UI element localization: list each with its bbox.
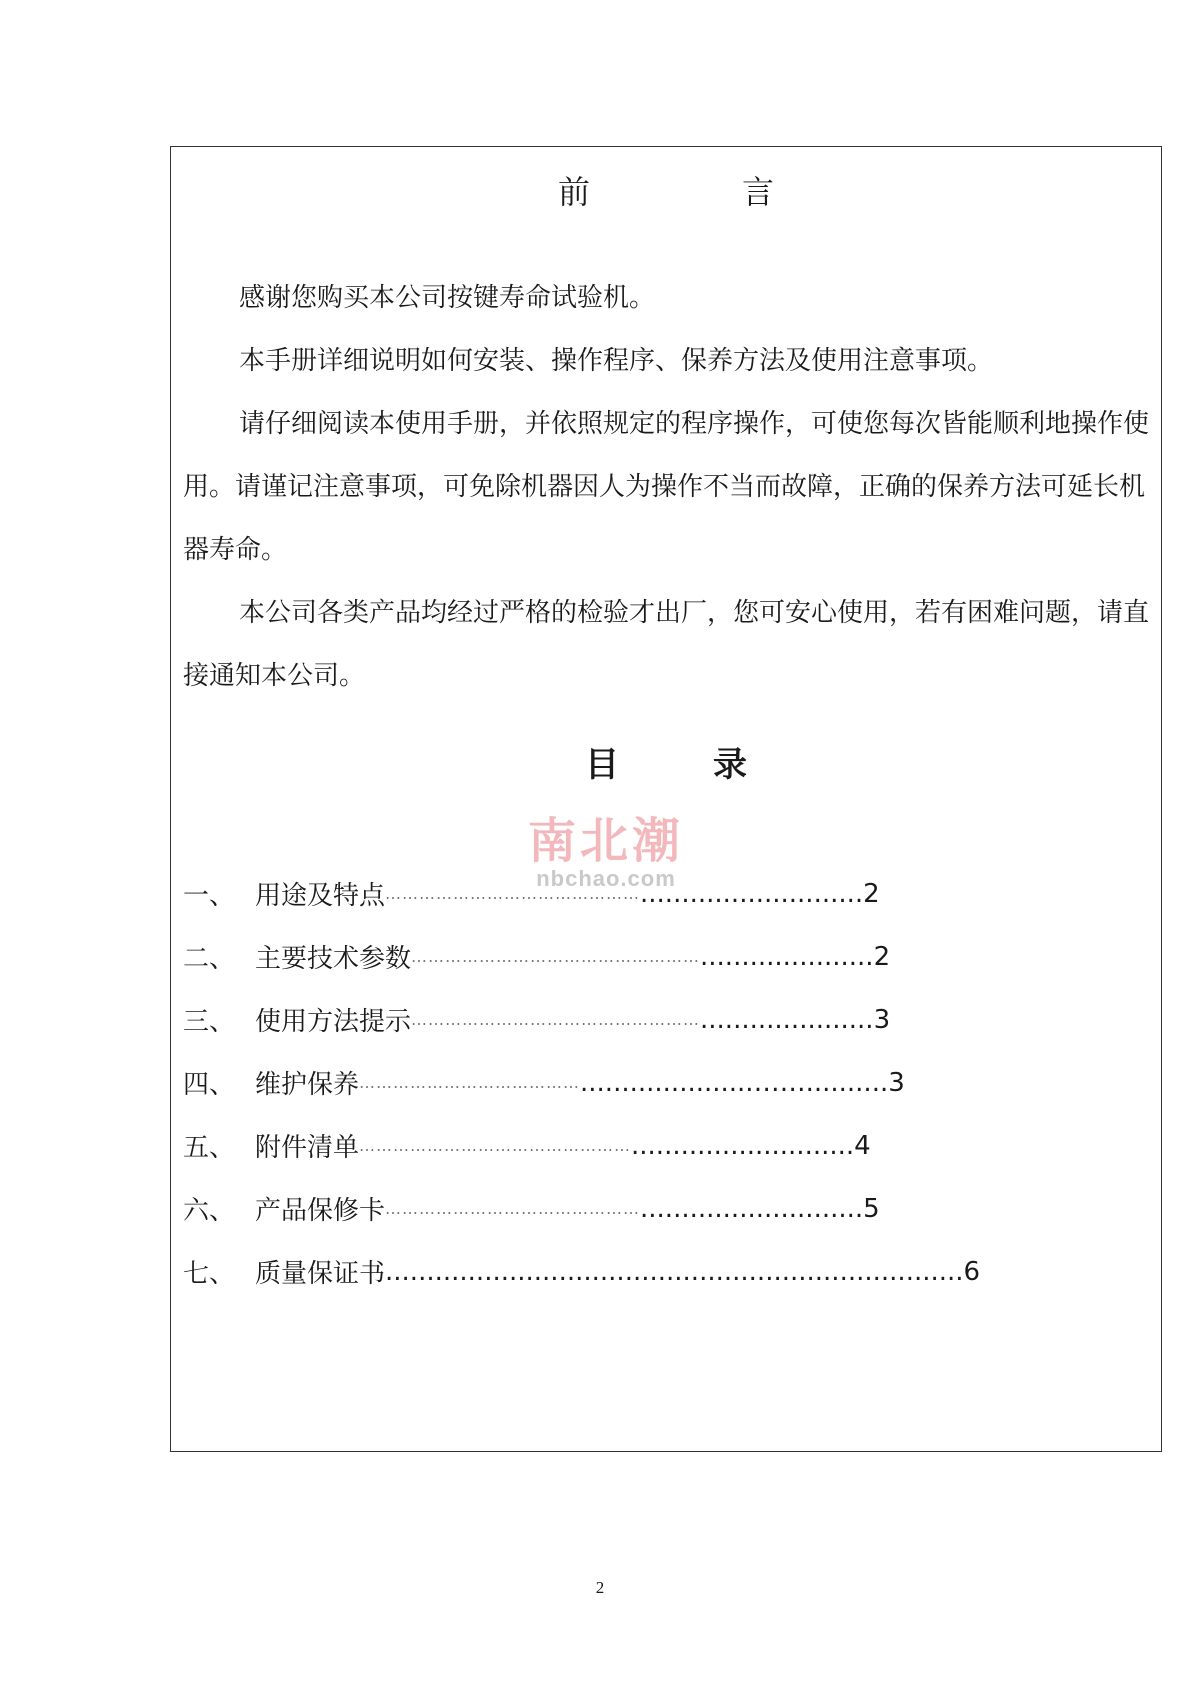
toc-item[interactable]: [183, 925, 1153, 988]
preface-paragraph-1: 感谢您购买本公司按键寿命试验机。: [239, 283, 656, 313]
watermark-en: nbchao.com: [536, 866, 676, 891]
toc-leader: .....................: [700, 941, 874, 972]
preface-title: 前 言: [557, 173, 834, 211]
toc-leader: ...........................: [631, 1130, 855, 1161]
toc-item[interactable]: [183, 1240, 1153, 1303]
toc-item-page: 4: [854, 1130, 871, 1161]
toc-leader: .....................: [700, 1004, 874, 1035]
toc-title: 目 录: [585, 745, 777, 785]
toc-item-label: 用途及特点: [255, 881, 386, 911]
toc-item-label: 主要技术参数: [255, 944, 412, 974]
toc-leader: .....................……..........: [580, 1067, 889, 1098]
toc-item-number: 七、: [183, 1259, 236, 1289]
preface-paragraph-2: 本手册详细说明如何安装、操作程序、保养方法及使用注意事项。: [239, 346, 994, 376]
toc-list: [183, 862, 1153, 1303]
page-number: 2: [595, 1578, 605, 1597]
toc-item-number: 四、: [183, 1070, 236, 1100]
toc-item-number: 一、: [183, 881, 236, 911]
toc-item-number: 五、: [183, 1133, 236, 1163]
toc-leader: …………………………………: [359, 1073, 581, 1092]
toc-item-page: 2: [863, 878, 880, 909]
toc-item[interactable]: [183, 1114, 1153, 1177]
watermark-cn: 南北潮: [527, 813, 684, 869]
toc-item[interactable]: [183, 988, 1153, 1051]
toc-item-label: 使用方法提示: [255, 1007, 412, 1037]
toc-leader: ......................................................................: [385, 1256, 964, 1287]
toc-leader: ……………………………………………: [411, 1010, 701, 1029]
toc-item-number: 三、: [183, 1007, 236, 1037]
toc-leader: ...........................: [640, 1193, 864, 1224]
toc-leader: ………………………………………: [385, 884, 641, 903]
toc-item-label: 附件清单: [255, 1133, 360, 1163]
toc-item-number: 二、: [183, 944, 236, 974]
preface-paragraph-3: 请仔细阅读本使用手册，并依照规定的程序操作，可使您每次皆能顺利地操作使用。请谨记注意事项，可免除机器因人为操作不当而故障，正确的保养方法可延长机器寿命。: [183, 409, 1150, 565]
toc-item-page: 3: [873, 1004, 891, 1035]
toc-item-label: 维护保养: [255, 1070, 360, 1100]
toc-item-page: 3: [888, 1067, 905, 1098]
preface-paragraph-4: 本公司各类产品均经过严格的检验才出厂，您可安心使用，若有困难问题，请直接通知本公司。: [183, 598, 1150, 691]
toc-leader: ………………………………………: [385, 1199, 641, 1218]
toc-item-page: 5: [863, 1193, 880, 1224]
toc-item[interactable]: [183, 1051, 1153, 1114]
toc-leader: …………………………………………: [359, 1136, 632, 1155]
toc-item[interactable]: [183, 1177, 1153, 1240]
toc-item-page: 6: [963, 1256, 981, 1287]
toc-item-label: 产品保修卡: [255, 1196, 386, 1226]
toc-item-label: 质量保证书: [255, 1259, 386, 1289]
document-frame: [170, 146, 1162, 1452]
toc-item-number: 六、: [183, 1196, 236, 1226]
toc-leader: ...........................: [640, 878, 864, 909]
toc-item[interactable]: [183, 862, 1153, 925]
toc-item-page: 2: [873, 941, 891, 972]
toc-leader: ……………………………………………: [411, 947, 701, 966]
